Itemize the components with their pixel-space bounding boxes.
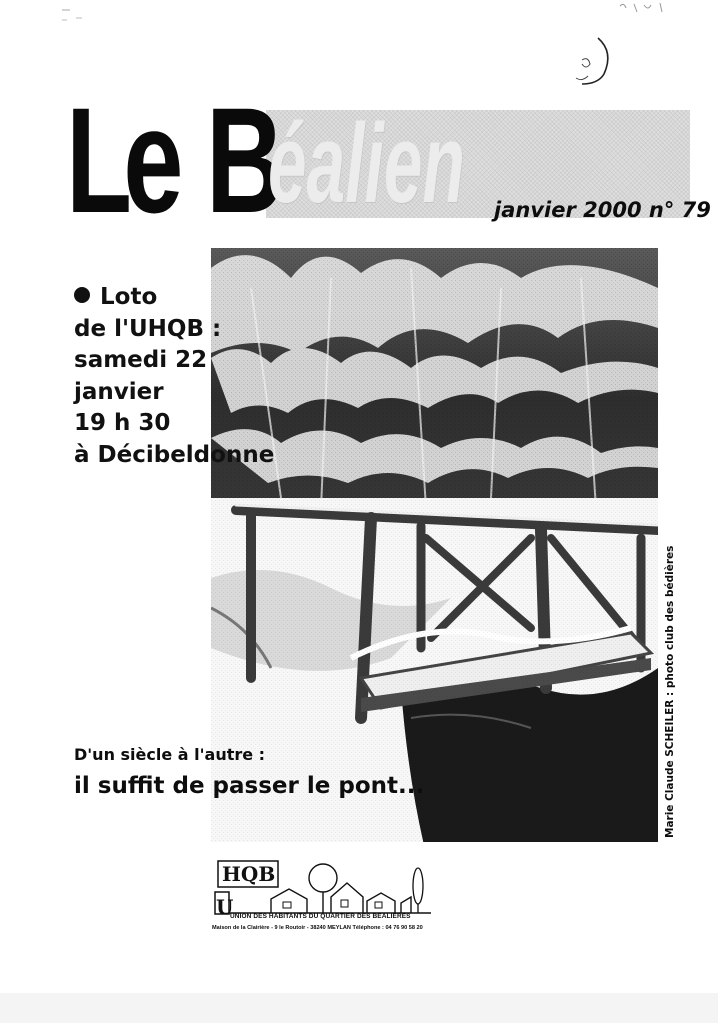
photo-credit: Marie Claude SCHEILER : photo club des bédières xyxy=(664,545,676,838)
masthead-title-le: Le xyxy=(66,76,175,244)
logo-letter-u: U xyxy=(216,895,234,919)
cover-photo xyxy=(211,248,658,842)
logo-letters: HQB xyxy=(222,862,276,886)
announcement-line: janvier xyxy=(74,378,164,405)
bridge-photo-illustration xyxy=(211,248,658,842)
announcement-line: de l'UHQB : xyxy=(74,315,222,342)
masthead-title-initial: B xyxy=(206,76,284,244)
masthead-title-rest: éalien xyxy=(268,101,465,226)
announcement-line: 19 h 30 xyxy=(74,410,171,436)
bullet-icon xyxy=(74,287,90,303)
issue-date: janvier 2000 n° 79 xyxy=(494,198,711,222)
pen-scribble xyxy=(568,34,618,90)
caption-title: il suffit de passer le pont... xyxy=(74,773,425,799)
page-bottom-strip xyxy=(0,993,718,1023)
announcement-line: samedi 22 xyxy=(74,347,208,373)
caption-subtitle: D'un siècle à l'autre : xyxy=(74,745,266,764)
scan-mark xyxy=(612,0,672,18)
scan-mark xyxy=(58,6,88,26)
announcement-line: Loto xyxy=(74,282,274,314)
loto-announcement xyxy=(74,282,274,471)
logo-organization: UNION DES HABITANTS DU QUARTIER DES BEALIERES xyxy=(230,913,411,920)
logo-address: Maison de la Clairière - 9 le Routoir - 38240 MEYLAN Téléphone : 04 76 90 58 20 xyxy=(212,925,423,931)
announcement-line: à Décibeldonne xyxy=(74,441,275,468)
